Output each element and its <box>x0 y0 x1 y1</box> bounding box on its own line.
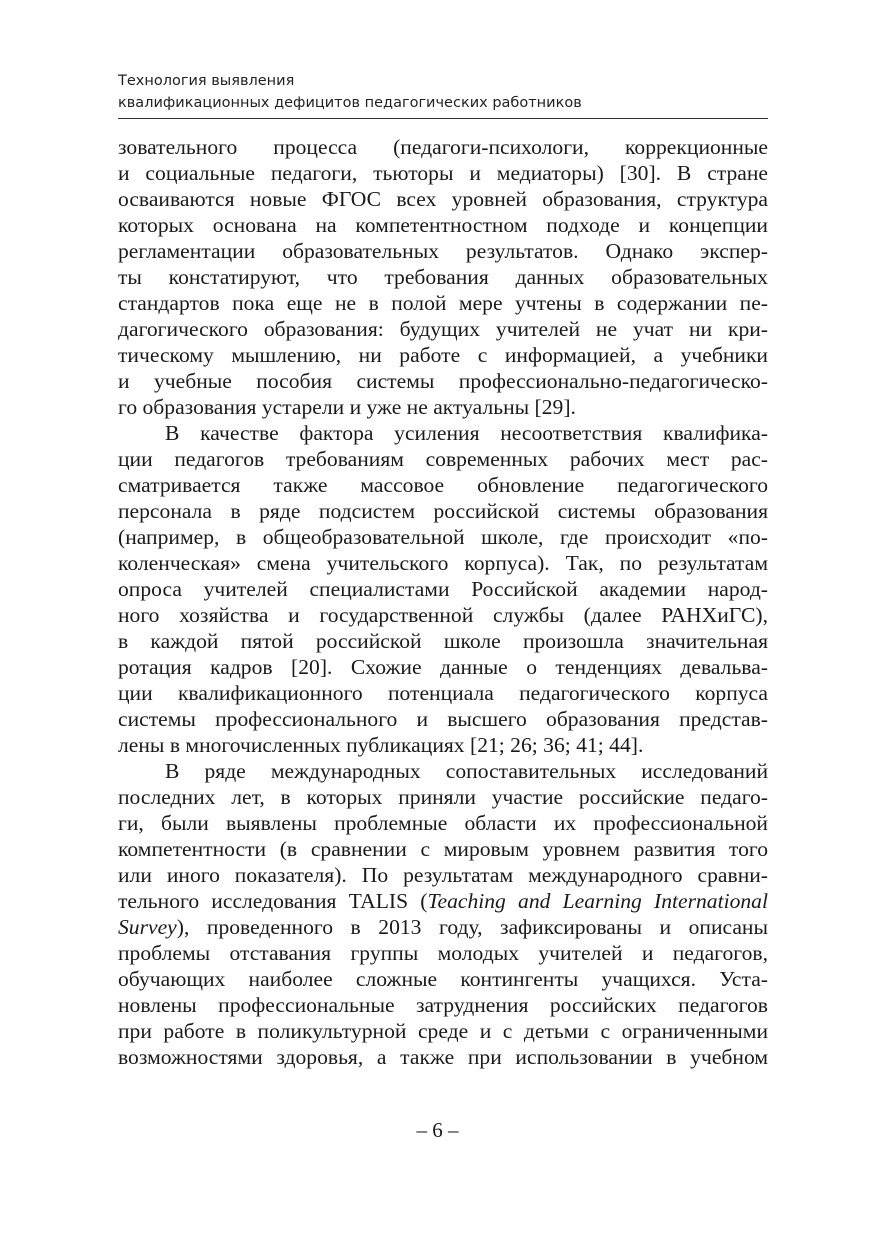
text-line: осваиваются новые ФГОС всех уровней образования, структура <box>118 187 768 211</box>
text-line: го образования устарели и уже не актуальны [29]. <box>118 395 576 419</box>
text-line: тическому мышлению, ни работе с информацией, а учебники <box>118 343 768 367</box>
text-line: новлены профессиональные затруднения российских педагогов <box>118 993 768 1017</box>
paragraph-3 <box>118 758 768 1070</box>
text-line: (например, в общеобразовательной школе, где происходит «по- <box>118 525 768 549</box>
text-line: последних лет, в которых приняли участие российские педаго- <box>118 785 768 809</box>
text-line: ротация кадров [20]. Схожие данные о тенденциях девальва- <box>118 655 768 679</box>
running-header <box>118 70 768 114</box>
text-line: опроса учителей специалистами Российской академии народ- <box>118 577 768 601</box>
text-line: лены в многочисленных публикациях [21; 26; 36; 41; 44]. <box>118 733 644 757</box>
text-line: В ряде международных сопоставительных исследований <box>165 759 768 783</box>
text-line: регламентации образовательных результатов. Однако экспер- <box>118 239 768 263</box>
running-header-line-2: квалификационных дефицитов педагогических работников <box>118 95 582 111</box>
text-line: коленческая» смена учительского корпуса). Так, по результатам <box>118 551 768 575</box>
text-line: сматривается также массовое обновление педагогического <box>118 473 768 497</box>
text-line: обучающих наиболее сложные контингенты учащихся. Уста- <box>118 967 768 991</box>
text-line: при работе в поликультурной среде и с детьми с ограниченными <box>118 1019 768 1043</box>
text-line: дагогического образования: будущих учителей не учат ни кри- <box>118 317 768 341</box>
text-line: в каждой пятой российской школе произошла значительная <box>118 629 768 653</box>
text-line: тельного исследования TALIS (Teaching and Learning International <box>118 889 768 913</box>
text-line: которых основана на компетентностном подходе и концепции <box>118 213 768 237</box>
text-line: ного хозяйства и государственной службы (далее РАНХиГС), <box>118 603 768 627</box>
text-line: персонала в ряде подсистем российской системы образования <box>118 499 768 523</box>
text-line: ции квалификационного потенциала педагогического корпуса <box>118 681 768 705</box>
text-line: или иного показателя). По результатам международного сравни- <box>118 863 768 887</box>
text-line: компетентности (в сравнении с мировым уровнем развития того <box>118 837 768 861</box>
text-line: В качестве фактора усиления несоответствия квалифика- <box>165 421 768 445</box>
text-line: стандартов пока еще не в полой мере учтены в содержании пе- <box>118 291 768 315</box>
text-line: проблемы отставания группы молодых учителей и педагогов, <box>118 941 768 965</box>
text-line: и социальные педагоги, тьюторы и медиаторы) [30]. В стране <box>118 161 768 185</box>
text-line: Survey), проведенного в 2013 году, зафиксированы и описаны <box>118 915 768 939</box>
text-line: и учебные пособия системы профессионально-педагогическо- <box>118 369 768 393</box>
page-number: – 6 – <box>416 1118 459 1142</box>
text-line: ции педагогов требованиям современных рабочих мест рас- <box>118 447 768 471</box>
main-text <box>118 134 768 1070</box>
running-header-line-1: Технология выявления <box>118 73 295 89</box>
paragraph-1 <box>118 134 768 420</box>
text-line: зовательного процесса (педагоги-психологи, коррекционные <box>118 135 768 159</box>
text-line: возможностями здоровья, а также при использовании в учебном <box>118 1045 768 1069</box>
paragraph-2 <box>118 420 768 758</box>
header-divider <box>118 118 768 119</box>
text-line: ты констатируют, что требования данных образовательных <box>118 265 768 289</box>
text-line: системы профессионального и высшего образования представ- <box>118 707 768 731</box>
text-line: ги, были выявлены проблемные области их профессиональной <box>118 811 768 835</box>
